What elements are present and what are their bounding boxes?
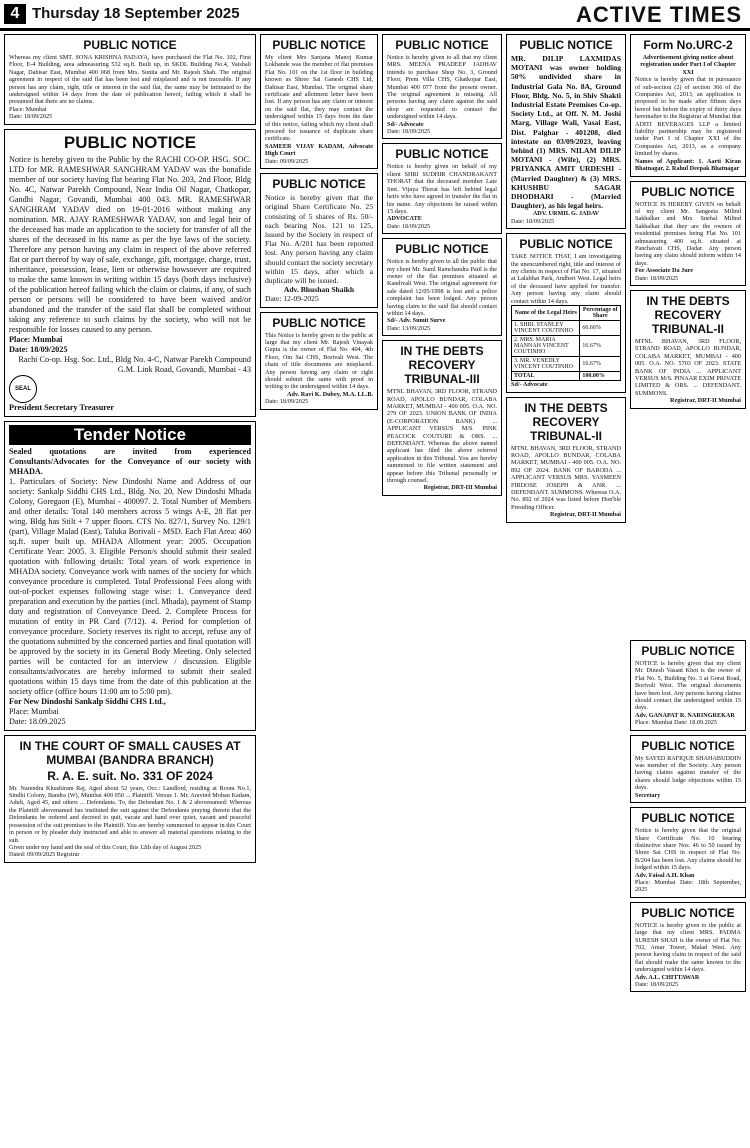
drt-notice-c4: IN THE DEBTS RECOVERY TRIBUNAL-II MTNL BHAVAN, 3RD FLOOR, STRAND ROAD, APOLLO BUNDAR, COLABA MARKET, MUMBAI - 400 005. O.A. NO. 892 OF 2024. BANK OF BARODA ... APPLICANT VERSUS MRS. YASMEEN FIRDOSE JOSEPH & ANR. ... DEFENDANT. SUMMONS. Whereas O.A. No. 892 of 2024 was listed before Hon'ble Presiding Officer. Registrar, DRT-II Mumbai <box>506 397 626 523</box>
society-seal: SEAL <box>9 375 37 403</box>
page-number: 4 <box>4 4 26 24</box>
table-row: TOTAL 100.00% <box>512 372 621 381</box>
notice-c4-1: PUBLIC NOTICE MR. DILIP LAXMIDAS MOTANI was owner holding 50% undivided share in Industrial Gala No. 8A, Ground Floor, Bldg. No. 5, in Shiv Shakti Industrial Estate Premises Co-op. Society Ltd., at Off. N. M. Joshi Marg, Village Wali, Vasai East, Dist. Palghar - 401208, died intestate on 03/09/2023, leaving behind (1) MRS. NILAM DILIP MOTANI - (Wife), (2) MRS. PRIYANKA AMIT URDESHI - (Married Daughter) & (3) MRS. KHUSHBU SAGAR DHODHARI - (Married Daughter), as his legal heirs. ADV. URMIL G. JADAV Date: 18/09/2025 <box>506 34 626 229</box>
notice-c6-4: PUBLIC NOTICE NOTICE is hereby given to the public at large that my client MRS. PADMA SURESH SHAH is the owner of Flat No. 702, Amar Tower, Malad West. Any person having claim in respect of the said flat should make the same known to the undersigned within 14 days. Adv. A.L. CHITTAWAR Date: 18/09/2025 <box>630 902 746 993</box>
issue-date: Thursday 18 September 2025 <box>32 5 240 22</box>
column-6 <box>630 640 746 1140</box>
form-urc2: Form No.URC-2 Advertisement giving notice about registration under Part I of Chapter XXI Notice is hereby given that in pursuance of sub-section (2) of section 366 of the Companies Act, 2013, an application is proposed to be made after fifteen days hereof but before the expiry of thirty days hereinafter to the Registrar at Mumbai that ADITI BEVERAGES LLP a limited liability partnership may be registered under Part I of Chapter XXI of the Companies Act, 2013, as a company limited by shares. Names of Applicant: 1. Aarti Kiran Bhatnagar, 2. Rahul Deepak Bhatnagar <box>630 34 746 177</box>
notice-c4-2: PUBLIC NOTICE TAKE NOTICE THAT, I am investigating the unencumbered right, title and interest of my clients in respect of Flat No. 17, situated at Lalubhai Park, Andheri West. Legal heirs of the deceased have applied for transfer. Any person having any claim should contact within 14 days. Name of the Legal Heirs Percentage of Share 1. SHRI. STANLEY VINCENT COUTINHO 66.66% 2. MRS. MARIA MANNAH VINCENT COUTINHO 16.67% 3. MR. VENEDLY VINCENT COUTINHO 16.67% TOTAL 100.00% Sd/- Advocate <box>506 233 626 392</box>
notice-c6-2: PUBLIC NOTICE My SAYED RAFIQUE SHAHABUDDIN was member of the Society. Any person having claims against transfer of the shares should lodge objections within 15 days. Secretary <box>630 735 746 803</box>
share-table: Name of the Legal Heirs Percentage of Share 1. SHRI. STANLEY VINCENT COUTINHO 66.66% 2. MRS. MARIA MANNAH VINCENT COUTINHO 16.67% 3. MR. VENEDLY VINCENT COUTINHO 16.67% TOTAL 100.00% <box>511 305 621 381</box>
notice-c3-3: PUBLIC NOTICE Notice is hereby given to all the public that my client Mr. Sunil Ramchandra Patil is the owner of the flat premises situated at Kandivali West. The original agreement for sale dated 12/05/1998 is lost and a police complaint has been lodged. Any person having claim to the said flat should contact within 14 days. Sd/- Adv. Sumit Surve Date: 13/09/2025 <box>382 238 502 336</box>
notice-c5-1: PUBLIC NOTICE NOTICE IS HEREBY GIVEN on behalf of my client Mr. Sangeeta Milind Sakhalkar and Mrs. Snehal Milind Sakhalkar that they are the owners of residential premises being Flat No. 101 admeasuring 400 sq.ft. situated at Panchavati CHS, Dadar. Any person having any claim should inform within 14 days. For Associate Da Jure Date: 18/09/2025 <box>630 181 746 286</box>
notice-c2-1: PUBLIC NOTICE My client Mrs Sanjana Manoj Kumar Lokhande was the member of flat premises Flat No. 101 on the 1st floor in building known as Shree Sai Ganesh CHS Ltd, Dahisar East, Mumbai. The original share certificate and allotment letter have been lost. If any person has any claim or interest on the said flat, they may contact the undersigned within 15 days from the date of this notice, failing which my client shall proceed for issuance of duplicate share certificate. SAMEER VIJAY KADAM, Advocate High Court Date: 09/09/2025 <box>260 34 378 169</box>
masthead <box>0 0 750 31</box>
table-row: 3. MR. VENEDLY VINCENT COUTINHO 16.67% <box>512 357 621 372</box>
drt-notice-c5: IN THE DEBTS RECOVERY TRIBUNAL-II MTNL BHAVAN, 3RD FLOOR, STRAND ROAD, APOLLO BUNDAR, COLABA MARKET, MUMBAI - 400 005. O.A. NO. 5703 OF 2023. STATE BANK OF INDIA ... APPLICANT VERSUS M/S. PINAAR EXIM PRIVATE LIMITED & ORS. ... DEFENDANT. SUMMONS. Registrar, DRT-II Mumbai <box>630 290 746 409</box>
notice-rachi-society: PUBLIC NOTICE Notice is hereby given to the Public by the RACHI CO-OP. HSG. SOC. LTD for MR. RAMESHWAR SANGHRAM YADAV was the bonafide member of our society having flat bearing Flat No. 203, 2nd Floor, Bldg No. 4C, Natwar Parekh Compound, Near India Oil Nagar, Chatkopar, Gandhi Nagar, Govandi, Mumbai 400 043. MR. RAMESHWAR SANGHRAM YADAV died on 19-01-2016 without making any nomination. MR. AJAY RAMESHWAR YADAV, son and legal heir of the deceased has made an application to the society for transfer of all the shares of the deceased in his name as per the bye laws of the society. Therefore any person having any claim in respect of the above referred flat or part thereof by way of sale, exchange, gift, mortgage, charge, trust, inheritance, possession, lease, lien or otherwise howsoever are required to make the same known in writing within 15 days (both days inclusive) of the publication hereof failing which the claim or claims, if any, of such person or persons will be considered to have been waived and/or abandoned and the transfer of the said flat shall be completed without taking any reference to such claims by the society, who will not be responsible for losses caused to any person. Place: Mumbai Date: 18/09/2025 Rachi Co-op. Hsg. Soc. Ltd., Bldg No. 4-C, Natwar Parekh Compound G.M. Link Road, Govandi, Mumbai - 43 SEAL President Secretary Treasurer <box>4 129 256 417</box>
notice-c3-2: PUBLIC NOTICE Notice is hereby given on behalf of my client SHRI SUDHIR CHANDRAKANT THORAT that the deceased member Late Smt. Vijaya Thorat has left behind legal heirs who have agreed to transfer the flat in his name. Any objections be raised within 15 days. ADVOCATE Date: 18/09/2025 <box>382 143 502 234</box>
table-row: 1. SHRI. STANLEY VINCENT COUTINHO 66.66% <box>512 321 621 336</box>
column-2 <box>260 34 378 1144</box>
newspaper-brand: ACTIVE TIMES <box>575 2 742 27</box>
column-1 <box>4 34 256 1144</box>
notice-c3-1: PUBLIC NOTICE Notice is hereby given to all that my client MRS. MEENA PRADEEP JADHAV intends to purchase Shop No. 3, Ground Floor, Prem Villa CHS, Ghatkopar East, Mumbai 400 077 from the present owner. The original agreement is missing. All persons having any claim against the said shop are requested to contact the undersigned within 14 days. Sd/- Advocate Date: 18/09/2025 <box>382 34 502 139</box>
notice-c2-2: PUBLIC NOTICE Notice is hereby given that the original Share Certificate No. 25 consisting of 5 shares of Rs. 50/- each bearing Nos. 121 to 125, issued by the Society in respect of Flat No. A/201 has been reported lost. Any person having any claim should contact the society secretary within 15 days, after which a duplicate will be issued. Adv. Bhushan Shaikh Date: 12-09-2025 <box>260 173 378 307</box>
notice-c6-3: PUBLIC NOTICE Notice is hereby given that the original Share Certificate No. 10 bearing distinctive share Nos. 46 to 50 issued by Shree Sai CHS in respect of Flat No. B/204 has been lost. Any claims should be lodged within 15 days. Adv. Faisal A.H. Khan Place: Mumbai Date: 18th September, 2025 <box>630 807 746 898</box>
small-causes-court-notice: IN THE COURT OF SMALL CAUSES AT MUMBAI (BANDRA BRANCH) R. A. E. suit. No. 331 OF 2024 Mr. Narendra Khushiram Raj, Aged about 52 years, Occ.: Landlord, residing at Room No.1, Sindhi Colony, Bandra (W), Mumbai 400 050 ... Plaintiff. Versus 1. Mr. Aravind Mohan Kadam, Adult, Aged 45, and others ... Defendants. To, the Defendant No. 1 & 2 abovenamed: Whereas the Plaintiff abovenamed has instituted the suit against the Defendants praying therein that the Defendants be ordered and decreed to quit, vacate and hand over quiet, vacant and peaceful possession of the suit premises to the Plaintiff. You are hereby summoned to appear in this Court in person or by pleader duly instructed and able to answer all material questions relating to the suit. Given under my hand and the seal of this Court, this 12th day of August 2025 Dated: 09/09/2025 Registrar <box>4 735 256 863</box>
notice-c2-3: PUBLIC NOTICE This Notice is hereby given to the public at large that my client Mr. Rajesh Vinayak Gupta is the owner of Flat No. 404, 4th Floor, Om Sai CHS, Borivali West. The chain of title documents are misplaced. Any person having any claim or right should submit the same with proof in writing to the undersigned within 14 days. Adv. Ravi K. Dubey, M.A. LL.B. Date: 18/09/2025 <box>260 312 378 410</box>
notice-pn-top: PUBLIC NOTICE Whereas my client SMT. SONA KRISHNA PADAYA, have purchased the Flat No. 102, First Floor, E-4 Building, area admeasuring 532 sq.ft. Built up, in SKDL Building No.4, Vaishali Nagar, Dahisar East, Mumbai 400 068 from Mrs. Sunita and Mr. Rajesh Shah. The original agreement in respect of the said flat has been lost and misplaced and is not traceable. If any person has any claim, right, title or interest in the said flat, the same may be intimated to the undersigned within 14 days from the date of publication hereof, failing which it shall be presumed that there are no claims. Place: Mumbai Date: 18/09/2025 <box>4 34 256 125</box>
column-4 <box>506 34 626 1144</box>
tender-notice: Tender Notice Sealed quotations are invited from experienced Consultants/Advocates for the Conveyance of our society with MHADA. 1. Particulars of Society: New Dindoshi Name and Address of our society: Sankalp Siddhi CHS Ltd., Bldg. No. 20, New Dindoshi Mhada Colony, Goregaon (E), Mumbai - 400097. 2. Total Number of Members and other details: Total 140 members across 5 wings A-E, 28 flat per wing. Bldg has Stilt + 7 upper floors. CTS No. 827/1, Survey No. 129/1 (part), Village Malad (East), Taluka Borivali - MSD. Each Flat Area: 460 sq.ft. super built up. MHADA Allotment year: 2005. Occupation Certificate Year: 2005. 3. Eligible Person/s should submit their sealed quotation with following details: Total years of work experience in MHADA society. Conveyance work with names of the society for which conveyance procedure is completed. Total Professional Fees along with out-of-pocket expenses following stage wise: 1. Conveyance deed preparation and execution by the parties (incl. Mhada), payment of Stamp duty and registration of Conveyance Deed. 2. Complete Process for mutation of entity in PR Card (7/12). 4. Period for completion of conveyance procedure. Society reserves its right to accept, refuse any of the quotations submitted by the concerned parties and final quotation will be approved by the society in its General Body Meeting. Only selected parties will be contacted for an interview / discussion. Eligible consultants/advocates are hereby informed to submit their sealed quotations within 15 days time from the date of this publication at the society office (office hours 11:00 am to 5:00 pm). For New Dindoshi Sankalp Siddhi CHS Ltd., Place: Mumbai Date: 18.09.2025 <box>4 421 256 731</box>
column-3 <box>382 34 502 1144</box>
table-row: 2. MRS. MARIA MANNAH VINCENT COUTINHO 16.67% <box>512 336 621 357</box>
drt-notice-c3: IN THE DEBTS RECOVERY TRIBUNAL-III MTNL BHAVAN, 3RD FLOOR, STRAND ROAD, APOLLO BUNDAR, COLABA MARKET, MUMBAI - 400 005. O.A. NO. 279 OF 2023. UNION BANK OF INDIA (E-CORPORATION BANK) ... APPLICANT VERSUS M/S. PINK PEACOCK COUTURE & ORS. ... DEFENDANT. Whereas the above named applicant has filed the above referred application in this Tribunal. You are hereby summoned to file written statement and appear before this Tribunal personally or through counsel. Registrar, DRT-III Mumbai <box>382 340 502 496</box>
notice-c6-1: PUBLIC NOTICE NOTICE is hereby given that my client Mr. Dinesh Vasant Khot is the owner of Flat No. 5, Building No. 3 at Gorai Road, Borivali West. The original documents have been lost. Any persons having claims should contact the undersigned within 15 days. Adv. GANAPAT R. NARINGREKAR Place: Mumbai Date: 18.09.2025 <box>630 640 746 731</box>
